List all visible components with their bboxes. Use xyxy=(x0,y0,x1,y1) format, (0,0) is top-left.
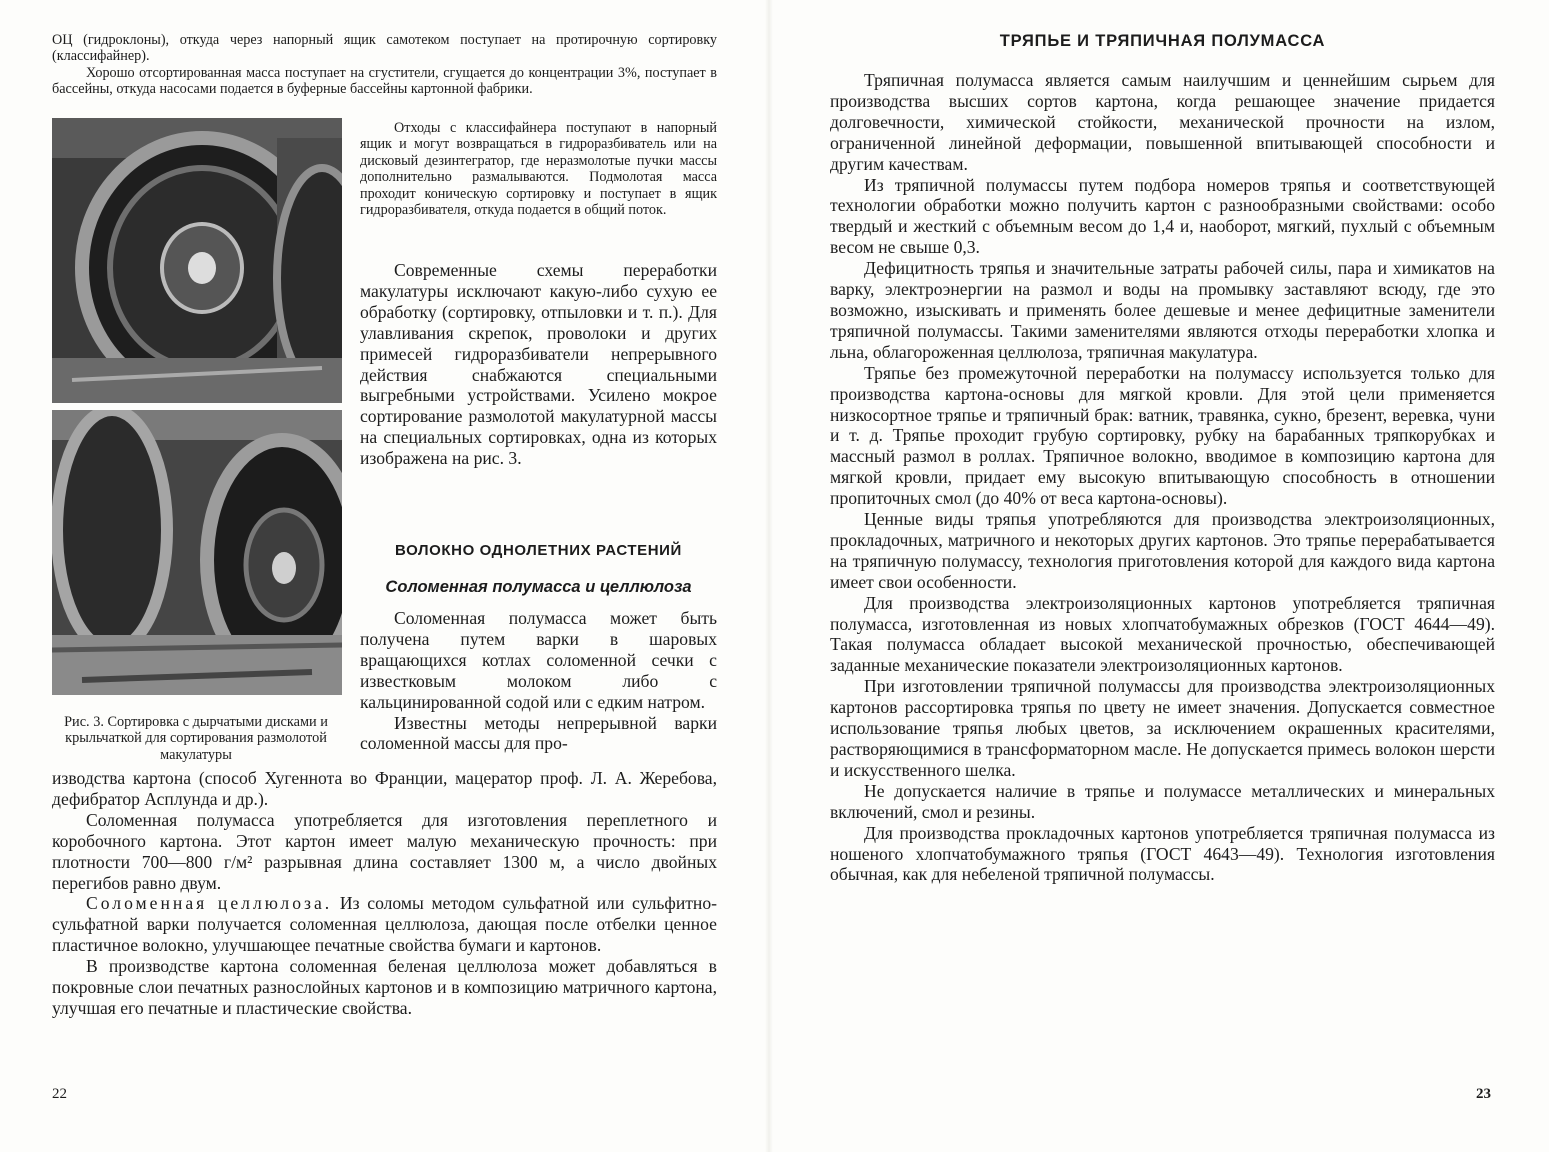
page-number: 22 xyxy=(52,1086,67,1102)
paragraph: ОЦ (гидроклоны), откуда через напорный ящик самотеком поступает на протирочную сортировку (классифайнер). xyxy=(52,32,717,65)
book-gutter xyxy=(765,0,773,1152)
paragraph: Для производства прокладочных картонов употребляется тряпичная полумасса из ношеного хлопчатобумажного тряпья (ГОСТ 4643—49). Технология изготовления обычная, как для небеленой тряпичной полумассы. xyxy=(830,822,1495,885)
spaced-term: Соломенная целлюлоза. xyxy=(86,893,333,914)
paragraph: Ценные виды тряпья употребляются для производства электроизоляционных, прокладочных, матричного и некоторых других картонов. Это тряпье перерабатывается на тряпичную полумассу, технология приготовления которой для каждого вида картона имеет свои особенности. xyxy=(830,509,1495,592)
left-page xyxy=(0,0,760,1152)
paragraph: Известны методы непрерывной варки соломенной массы для про- xyxy=(360,712,717,754)
left-bottom-text xyxy=(52,768,717,1019)
paragraph: Хорошо отсортированная масса поступает на сгустители, сгущается до концентрации 3%, поступает в бассейны, откуда насосами подается в буферные бассейны картонной фабрики. xyxy=(52,64,717,98)
section-heading: ВОЛОКНО ОДНОЛЕТНИХ РАСТЕНИЙ xyxy=(395,542,682,559)
paragraph: Тряпичная полумасса является самым наилучшим и ценнейшим сырьем для производства высших сортов картона, когда решающее значение придается долговечности, химической стойкости, механической прочности на излом, ограниченной линейной деформации, повышенной впитывающей способности и другим качествам. xyxy=(830,70,1495,174)
paragraph: Для производства электроизоляционных картонов употребляется тряпичная полумасса, изготовленная из новых хлопчатобумажных обрезков (ГОСТ 4644—49). Такая полумасса обладает высокой механической прочностью, обеспечивающей заданные механические показатели электроизоляционных картонов. xyxy=(830,592,1495,676)
paragraph: Тряпье без промежуточной переработки на полумассу используется только для производства картона-основы для мягкой кровли. Для этой цели применяется низкосортное тряпье и тряпичный брак: ватник, травянка, сукно, брезент, веревка, чуни и т. д. Тряпье проходит грубую сортировку, рубку на барабанных тряпкорубках и массный размол в роллах. Тряпичное волокно, вводимое в композицию картона для мягкой кровли, придает ему высокую впитывающую способность в отношении пропиточных смол (до 40% от веса картона-основы). xyxy=(830,362,1495,509)
paragraph: В производстве картона соломенная беленая целлюлоза может добавляться в покровные слои печатных разнослойных картонов и в композицию матричного картона, улучшая его печатные и пластические свойства. xyxy=(52,956,717,1018)
machine-photo-top xyxy=(52,118,342,403)
paragraph-text: Из соломы методом сульфатной или сульфитно-сульфатной варки получается соломенная целлюлоза, дающая после отбелки ценное пластичное волокно, улучшающее печатные свойства бумаги и картонов. xyxy=(52,893,718,956)
paragraph: При изготовлении тряпичной полумассы для производства электроизоляционных картонов рассортировка тряпья по цвету не имеет значения. Допускается совместное использование тряпья любых цветов, за исключением окрашенных красителями, растворяющимися в трансформаторном масле. Не допускается примесь волокон шерсти и искусственного шелка. xyxy=(830,676,1495,780)
left-top-text xyxy=(52,32,717,98)
paragraph xyxy=(52,893,717,956)
side-text xyxy=(360,260,717,469)
paragraph: Дефицитность тряпья и значительные затраты рабочей силы, пара и химикатов на варку, электроэнергии на размол и воды на промывку заставляют всюду, где это возможно, изыскивать и применять более дешевые и менее дефицитные заменители тряпичной полумассы. Такими заменителями являются отходы переработки хлопка и льна, облагороженная целлюлоза, тряпичная макулатура. xyxy=(830,258,1495,362)
page-number: 23 xyxy=(1476,1086,1491,1102)
paragraph: Современные схемы переработки макулатуры исключают какую-либо сухую ее обработку (сортировку, отпыловки и т. п.). Для улавливания скрепок, проволоки и других примесей гидроразбиватели непрерывного действия снабжаются специальными выгребными устройствами. Усилено мокрое сортирование размолотой макулатурной массы на специальных сортировках, одна из которых изображена на рис. 3. xyxy=(360,260,717,469)
page-title: ТРЯПЬЕ И ТРЯПИЧНАЯ ПОЛУМАССА xyxy=(999,32,1326,50)
paragraph: Не допускается наличие в тряпье и полумассе металлических и минеральных включений, смол и резины. xyxy=(830,780,1495,822)
paragraph: изводства картона (способ Хугеннота во Франции, мацератор проф. Л. А. Жеребова, дефибратор Асплунда и др.). xyxy=(52,768,717,809)
right-body-text xyxy=(830,70,1495,885)
side-text-small xyxy=(360,120,717,218)
machine-photo-bottom xyxy=(52,410,342,695)
figure-caption: Рис. 3. Сортировка с дырчатыми дисками и крыльчаткой для сортирования размолотой макулатуры xyxy=(64,714,328,763)
paragraph: Отходы с классифайнера поступают в напорный ящик и могут возвращаться в гидроразбиватель или на дисковый дезинтегратор, где неразмолотые пучки массы дополнительно размалываются. Подмолотая масса проходит коническую сортировку и поступает в ящик гидроразбивателя, откуда подается в общий поток. xyxy=(360,120,717,219)
paragraph: Соломенная полумасса употребляется для изготовления переплетного и коробочного картона. Этот картон имеет малую механическую прочность: при плотности 700—800 г/м² разрывная длина составляет 1300 м, а число двойных перегибов равно двум. xyxy=(52,809,717,893)
subsection-heading: Соломенная полумасса и целлюлоза xyxy=(385,578,692,596)
paragraph: Из тряпичной полумассы путем подбора номеров тряпья и соответствующей технологии обработки можно получить картон с разнообразными свойствами: особо твердый и жесткий с объемным весом до 1,4 и, наоборот, мягкий, пухлый с объемным весом не свыше 0,3. xyxy=(830,174,1495,258)
side-text-2 xyxy=(360,608,717,754)
paragraph: Соломенная полумасса может быть получена путем варки в шаровых вращающихся котлах соломенной сечки с известковым молоком либо с кальцинированной содой или с едким натром. xyxy=(360,608,717,712)
